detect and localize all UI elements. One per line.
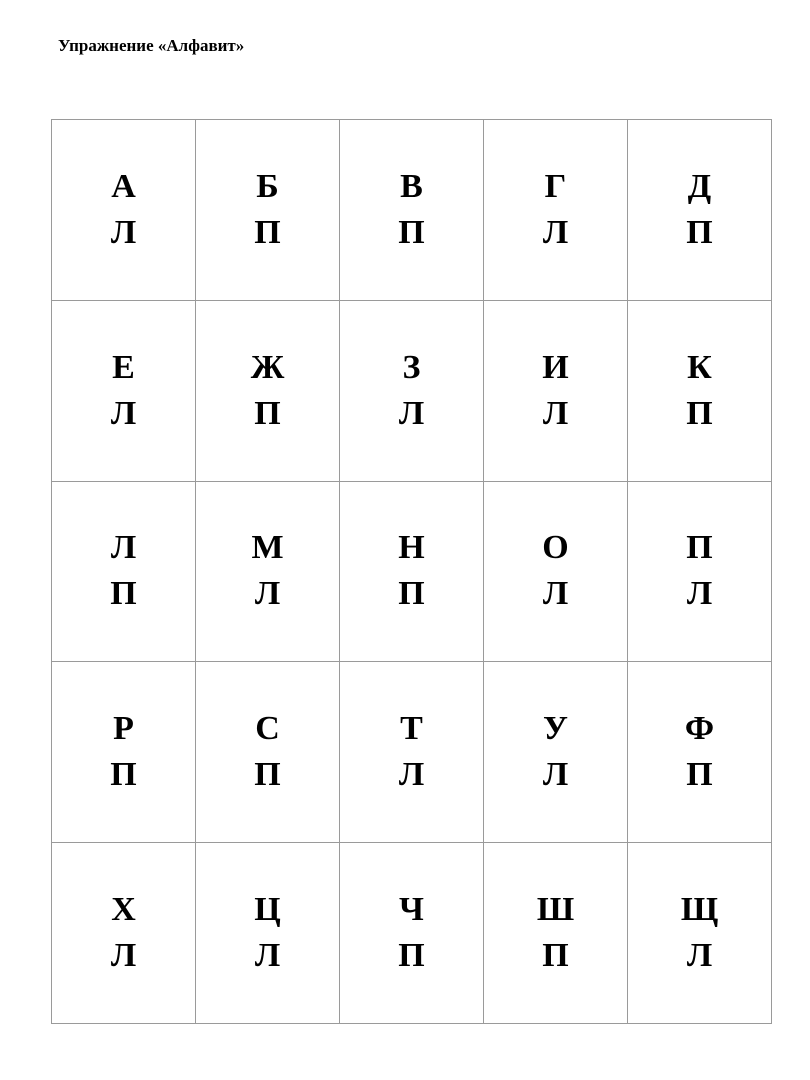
grid-cell <box>484 482 628 663</box>
cell-hand-mark: Л <box>398 756 425 794</box>
cell-hand-mark: Л <box>110 213 137 251</box>
cell-letter: О <box>542 529 569 567</box>
cell-letter: Х <box>111 891 136 929</box>
cell-letter: Ч <box>399 891 424 929</box>
cell-letter: П <box>686 529 713 567</box>
cell-hand-mark: Л <box>254 937 281 975</box>
cell-hand-mark: П <box>686 394 713 432</box>
cell-hand-mark: П <box>110 575 137 613</box>
cell-hand-mark: П <box>254 213 281 251</box>
cell-letter: Ц <box>254 891 281 929</box>
cell-hand-mark: Л <box>686 937 713 975</box>
cell-letter: Ф <box>684 710 715 748</box>
grid-cell <box>196 843 340 1024</box>
cell-hand-mark: П <box>110 756 137 794</box>
cell-hand-mark: Л <box>254 575 281 613</box>
cell-letter: Ш <box>536 891 575 929</box>
cell-letter: Д <box>687 167 712 205</box>
cell-letter: М <box>251 529 284 567</box>
cell-letter: И <box>542 348 569 386</box>
cell-hand-mark: П <box>398 213 425 251</box>
cell-letter: Щ <box>680 891 719 929</box>
cell-hand-mark: Л <box>542 213 569 251</box>
cell-hand-mark: П <box>686 756 713 794</box>
cell-letter: Л <box>110 529 137 567</box>
cell-letter: У <box>543 710 568 748</box>
grid-cell <box>52 662 196 843</box>
cell-hand-mark: П <box>398 937 425 975</box>
cell-hand-mark: П <box>254 756 281 794</box>
cell-hand-mark: Л <box>542 394 569 432</box>
grid-cell <box>340 662 484 843</box>
grid-cell <box>340 120 484 301</box>
grid-cell <box>628 120 772 301</box>
grid-cell <box>484 662 628 843</box>
grid-cell <box>628 482 772 663</box>
grid-cell <box>484 301 628 482</box>
cell-letter: Г <box>544 167 567 205</box>
grid-cell <box>628 301 772 482</box>
cell-hand-mark: П <box>686 213 713 251</box>
grid-cell <box>196 120 340 301</box>
cell-letter: А <box>111 167 136 205</box>
grid-cell <box>52 482 196 663</box>
grid-cell <box>484 843 628 1024</box>
cell-letter: Н <box>398 529 425 567</box>
page-title: Упражнение «Алфавит» <box>58 36 245 55</box>
grid-cell <box>196 482 340 663</box>
cell-letter: Т <box>400 710 423 748</box>
cell-hand-mark: Л <box>686 575 713 613</box>
grid-cell <box>340 301 484 482</box>
grid-cell <box>196 301 340 482</box>
grid-cell <box>628 843 772 1024</box>
grid-cell <box>628 662 772 843</box>
cell-hand-mark: Л <box>398 394 425 432</box>
grid-cell <box>196 662 340 843</box>
grid-cell <box>340 843 484 1024</box>
cell-hand-mark: Л <box>542 575 569 613</box>
cell-letter: Ж <box>250 348 285 386</box>
cell-letter: К <box>687 348 712 386</box>
cell-hand-mark: Л <box>110 394 137 432</box>
cell-letter: Б <box>256 167 279 205</box>
grid-cell <box>340 482 484 663</box>
cell-hand-mark: П <box>254 394 281 432</box>
cell-hand-mark: Л <box>542 756 569 794</box>
grid-cell <box>52 301 196 482</box>
grid-cell <box>52 843 196 1024</box>
cell-hand-mark: П <box>398 575 425 613</box>
cell-letter: Е <box>112 348 135 386</box>
alphabet-grid <box>51 119 772 1024</box>
cell-hand-mark: Л <box>110 937 137 975</box>
cell-letter: С <box>255 710 280 748</box>
cell-hand-mark: П <box>542 937 569 975</box>
cell-letter: Р <box>113 710 134 748</box>
grid-cell <box>484 120 628 301</box>
grid-cell <box>52 120 196 301</box>
cell-letter: В <box>400 167 423 205</box>
cell-letter: З <box>402 348 421 386</box>
